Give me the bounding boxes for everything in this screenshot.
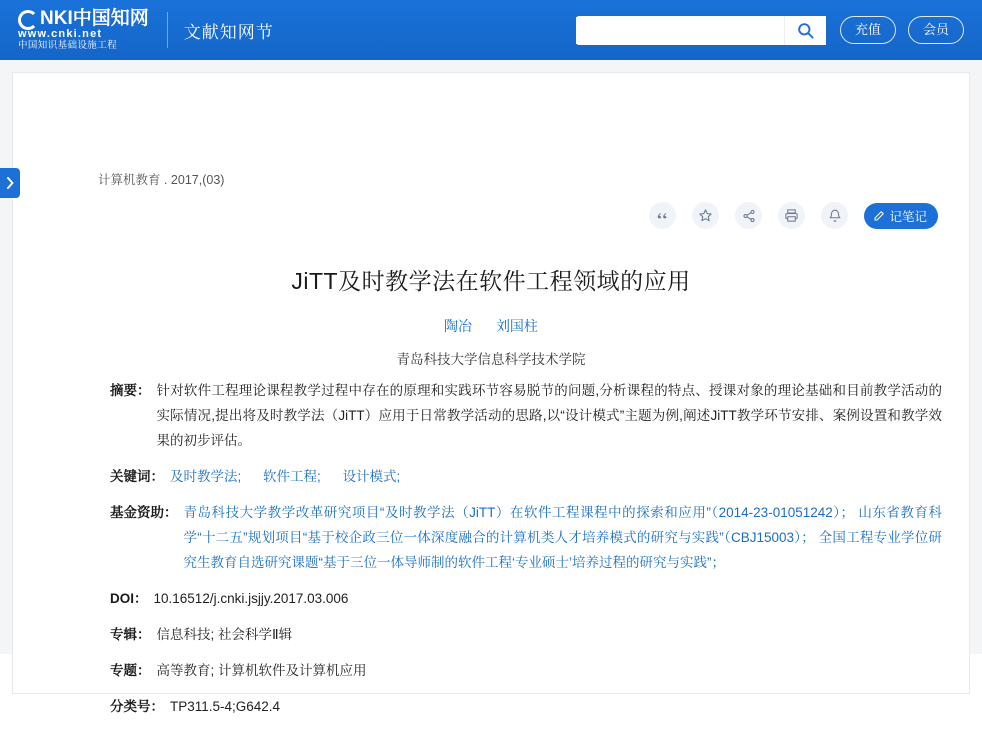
author-list	[0, 316, 982, 336]
keyword-link[interactable]: 软件工程;	[263, 469, 321, 484]
logo-url: www.cnki.net	[18, 28, 103, 41]
breadcrumb[interactable]: 计算机教育 . 2017,(03)	[98, 173, 225, 187]
search-icon	[796, 21, 815, 40]
sidebar-toggle[interactable]	[0, 168, 20, 198]
field-value	[170, 464, 942, 489]
field-collection	[110, 622, 942, 647]
author-link[interactable]: 刘国柱	[495, 318, 538, 334]
field-value: 信息科技; 社会科学Ⅱ辑	[156, 627, 293, 642]
field-classification	[110, 694, 942, 719]
field-label: DOI：	[110, 591, 148, 606]
field-doi	[110, 586, 942, 611]
bell-icon	[828, 209, 842, 223]
field-label: 摘要：	[110, 383, 151, 398]
field-label: 专辑：	[110, 627, 151, 642]
logo-primary-label: NKI中国知网	[40, 8, 149, 30]
field-label: 专题：	[110, 663, 151, 678]
field-abstract	[110, 378, 942, 453]
take-note-label: 记笔记	[889, 209, 927, 224]
field-value: TP311.5-4;G642.4	[170, 699, 281, 714]
recharge-button[interactable]: 充值	[840, 16, 896, 44]
page-title: JiTT及时教学法在软件工程领域的应用	[291, 268, 691, 294]
search-input[interactable]	[576, 17, 784, 44]
cnki-mark-icon	[18, 10, 38, 30]
keyword-link[interactable]: 设计模式;	[342, 469, 401, 484]
quote-icon	[656, 209, 670, 223]
print-button[interactable]	[778, 202, 805, 229]
alert-button[interactable]	[821, 202, 848, 229]
take-note-button[interactable]	[864, 203, 938, 229]
page-body	[0, 60, 982, 714]
field-label: 基金资助：	[110, 505, 178, 520]
author-link[interactable]: 陶冶	[444, 318, 473, 334]
site-header	[0, 0, 982, 60]
quote-button[interactable]	[649, 202, 676, 229]
field-value: 针对软件工程理论课程教学过程中存在的原理和实践环节容易脱节的问题,分析课程的特点、授课对象的理论基础和目前教学活动的实际情况,提出将及时教学法（JiTT）应用于日常教学活动的思路,以“设计模式”主题为例,阐述JiTT教学环节安排、案例设置和教学效果的初步评估。	[156, 383, 942, 448]
member-button[interactable]: 会员	[908, 16, 964, 44]
field-value: 高等教育; 计算机软件及计算机应用	[156, 663, 367, 678]
field-topic	[110, 658, 942, 683]
field-keywords	[110, 464, 942, 489]
chevron-right-icon	[6, 177, 14, 189]
header-actions	[840, 16, 964, 44]
keyword-link[interactable]: 及时教学法;	[170, 469, 242, 484]
cnki-logo[interactable]	[18, 0, 165, 60]
search-box[interactable]	[576, 16, 826, 45]
field-value[interactable]: 青岛科技大学教学改革研究项目“及时教学法（JiTT）在软件工程课程中的探索和应用”（2014-23-01051242）； 山东省教育科学“十二五”规划项目“基于校企政三位一体深度融合的计算机类人才培养模式的研究与实践”（CBJ15003）； 全国工程专业学位研究生教育自选研究课题“基于三位一体导师制的软件工程‘专业硕士’培养过程的研究与实践”；	[183, 505, 942, 570]
search-button[interactable]	[784, 16, 826, 45]
star-icon	[698, 208, 713, 223]
site-name: 文献知网节	[183, 22, 274, 42]
document-toolbar	[649, 202, 938, 229]
favorite-button[interactable]	[692, 202, 719, 229]
logo-subtitle: 中国知识基础设施工程	[18, 39, 118, 51]
field-label: 关键词：	[110, 469, 164, 484]
affiliation: 青岛科技大学信息科学技术学院	[396, 352, 586, 367]
share-icon	[742, 209, 756, 223]
metadata-fields	[110, 378, 942, 730]
pencil-icon	[873, 210, 885, 222]
field-funding	[110, 500, 942, 575]
field-label: 分类号：	[110, 699, 164, 714]
share-button[interactable]	[735, 202, 762, 229]
logo-primary-text	[18, 9, 149, 29]
print-icon	[784, 208, 799, 223]
field-value: 10.16512/j.cnki.jsjjy.2017.03.006	[153, 591, 349, 606]
header-divider	[167, 12, 168, 48]
